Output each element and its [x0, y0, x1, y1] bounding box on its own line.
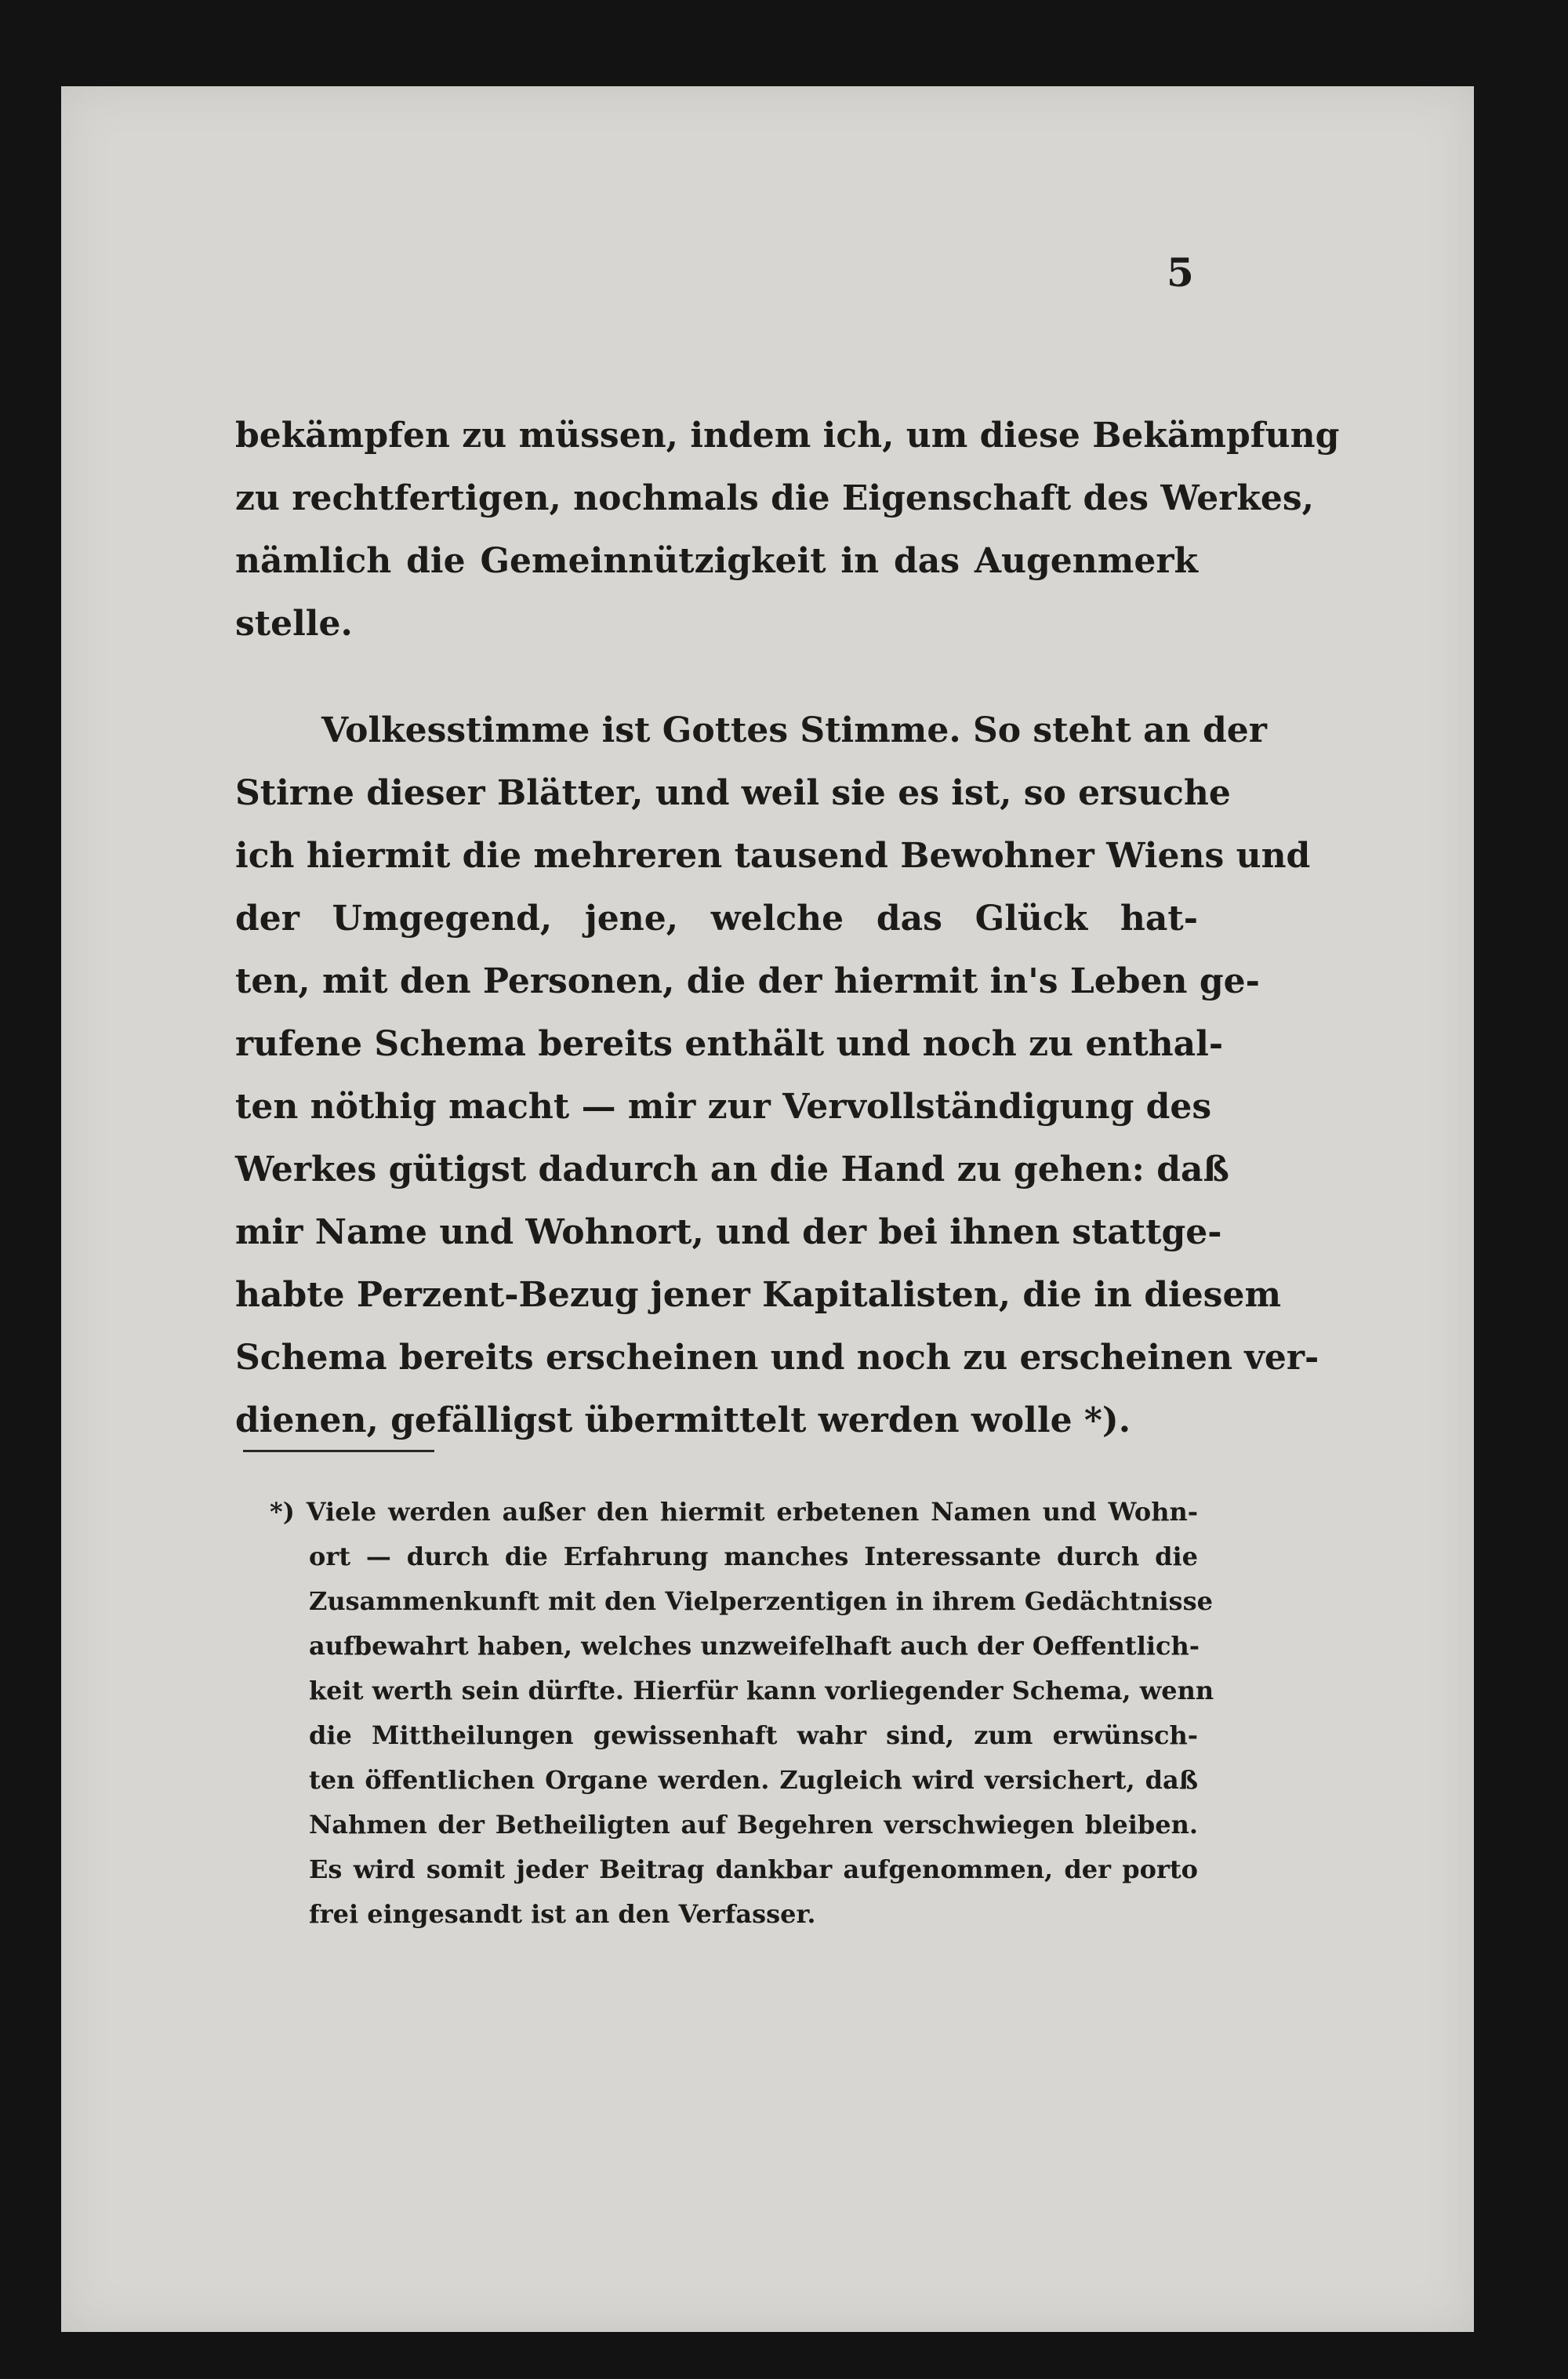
footnote-line: Es wird somit jeder Beitrag dankbar aufgenommen, der porto [309, 1854, 1198, 1884]
footnote-line: *) Viele werden außer den hiermit erbetenen Namen und Wohn- [270, 1497, 1198, 1527]
footnote-line: Nahmen der Betheiligten auf Begehren verschwiegen bleiben. [309, 1810, 1198, 1840]
footnote-separator [243, 1450, 434, 1452]
text-line: ten nöthig macht — mir zur Vervollständigung des [235, 1087, 1212, 1127]
page-number: 5 [1167, 249, 1194, 296]
footnote-line: die Mittheilungen gewissenhaft wahr sind, zum erwünsch- [309, 1720, 1198, 1750]
footnote-line: Zusammenkunft mit den Vielperzentigen in ihrem Gedächtnisse [309, 1586, 1213, 1616]
text-line: Schema bereits erscheinen und noch zu erscheinen ver- [235, 1338, 1319, 1378]
text-line: Werkes gütigst dadurch an die Hand zu gehen: daß [235, 1150, 1229, 1190]
text-line: dienen, gefälligst übermittelt werden wolle *). [235, 1400, 1131, 1440]
text-line: stelle. [235, 604, 353, 644]
text-line: nämlich die Gemeinnützigkeit in das Augenmerk [235, 541, 1198, 581]
text-line: Stirne dieser Blätter, und weil sie es ist, so ersuche [235, 773, 1231, 813]
text-line: ten, mit den Personen, die der hiermit in's Leben ge- [235, 961, 1260, 1001]
text-line: mir Name und Wohnort, und der bei ihnen stattge- [235, 1212, 1222, 1252]
footnote-line: aufbewahrt haben, welches unzweifelhaft auch der Oeffentlich- [309, 1631, 1200, 1661]
footnote-line: ort — durch die Erfahrung manches Interessante durch die [309, 1542, 1198, 1571]
footnote [270, 1490, 1214, 1937]
footnote-line: frei eingesandt ist an den Verfasser. [309, 1899, 816, 1929]
text-line: Volkesstimme ist Gottes Stimme. So steht an der [321, 710, 1267, 750]
text-line: ich hiermit die mehreren tausend Bewohner Wiens und [235, 836, 1311, 876]
text-line: bekämpfen zu müssen, indem ich, um diese Bekämpfung [235, 416, 1340, 456]
footnote-line: keit werth sein dürfte. Hierfür kann vorliegender Schema, wenn [309, 1676, 1214, 1705]
text-line: zu rechtfertigen, nochmals die Eigenschaft des Werkes, [235, 478, 1314, 518]
paragraph-gap [235, 656, 1198, 699]
text-line: der Umgegend, jene, welche das Glück hat- [235, 899, 1198, 939]
footnote-line: ten öffentlichen Organe werden. Zugleich wird versichert, daß [309, 1765, 1198, 1795]
text-line: rufene Schema bereits enthält und noch zu enthal- [235, 1024, 1224, 1064]
main-text [235, 405, 1340, 1452]
text-line: habte Perzent-Bezug jener Kapitalisten, die in diesem [235, 1275, 1282, 1315]
